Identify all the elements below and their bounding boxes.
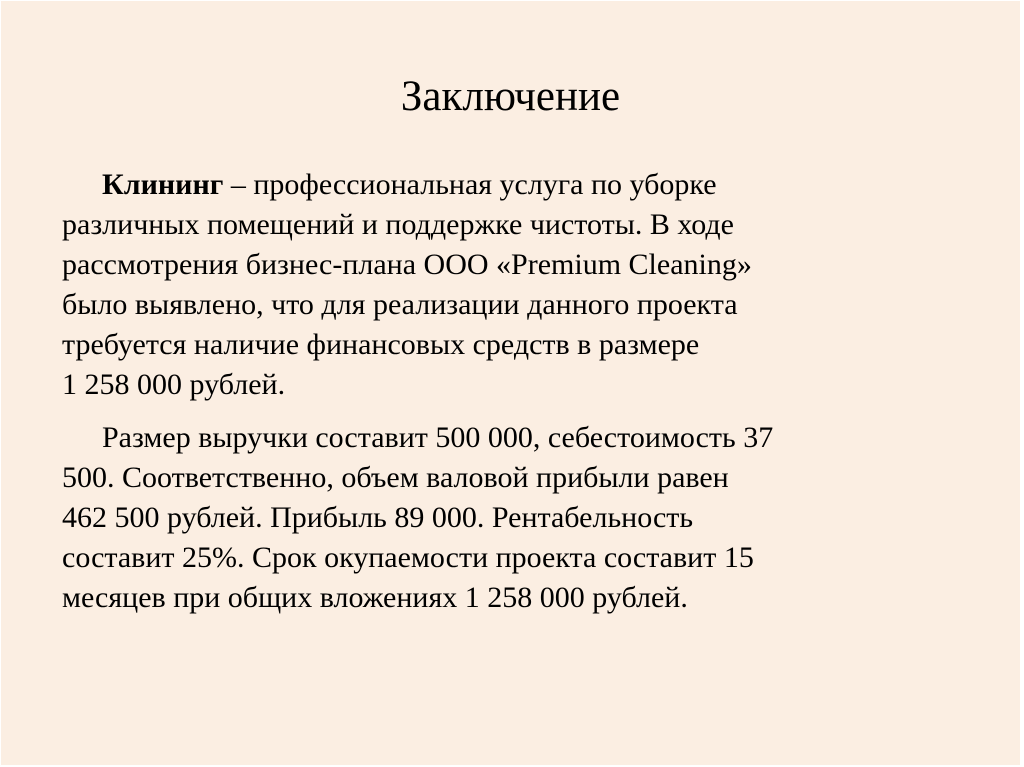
paragraph-2-line-3: 462 500 рублей. Прибыль 89 000. Рентабельность [62, 501, 694, 534]
slide [1, 1, 1020, 765]
paragraph-1-line-6: 1 258 000 рублей. [62, 368, 286, 401]
paragraph-1-line-5: требуется наличие финансовых средств в размере [62, 328, 700, 361]
paragraph-cleaning-definition [62, 165, 942, 405]
paragraph-2-line-1: Размер выручки составит 500 000, себестоимость 37 [102, 421, 774, 454]
paragraph-2-line-4: составит 25%. Срок окупаемости проекта составит 15 [62, 541, 754, 574]
paragraph-1-line-2: различных помещений и поддержке чистоты. В ходе [62, 208, 734, 241]
paragraph-1-line-1 [62, 165, 942, 205]
slide-title: Заключение [400, 73, 621, 120]
term-cleaning: Клининг [102, 168, 224, 201]
paragraph-financial-summary [62, 418, 942, 618]
paragraph-1-line-1-text: – профессиональная услуга по уборке [223, 168, 717, 201]
paragraph-2-line-5: месяцев при общих вложениях 1 258 000 рублей. [62, 581, 688, 614]
paragraph-1-line-4: было выявлено, что для реализации данного проекта [62, 288, 738, 321]
paragraph-2-line-2: 500. Соответственно, объем валовой прибыли равен [62, 461, 729, 494]
paragraph-1-line-3: рассмотрения бизнес-плана ООО «Premium Cleaning» [62, 248, 752, 281]
slide-body [62, 165, 942, 618]
